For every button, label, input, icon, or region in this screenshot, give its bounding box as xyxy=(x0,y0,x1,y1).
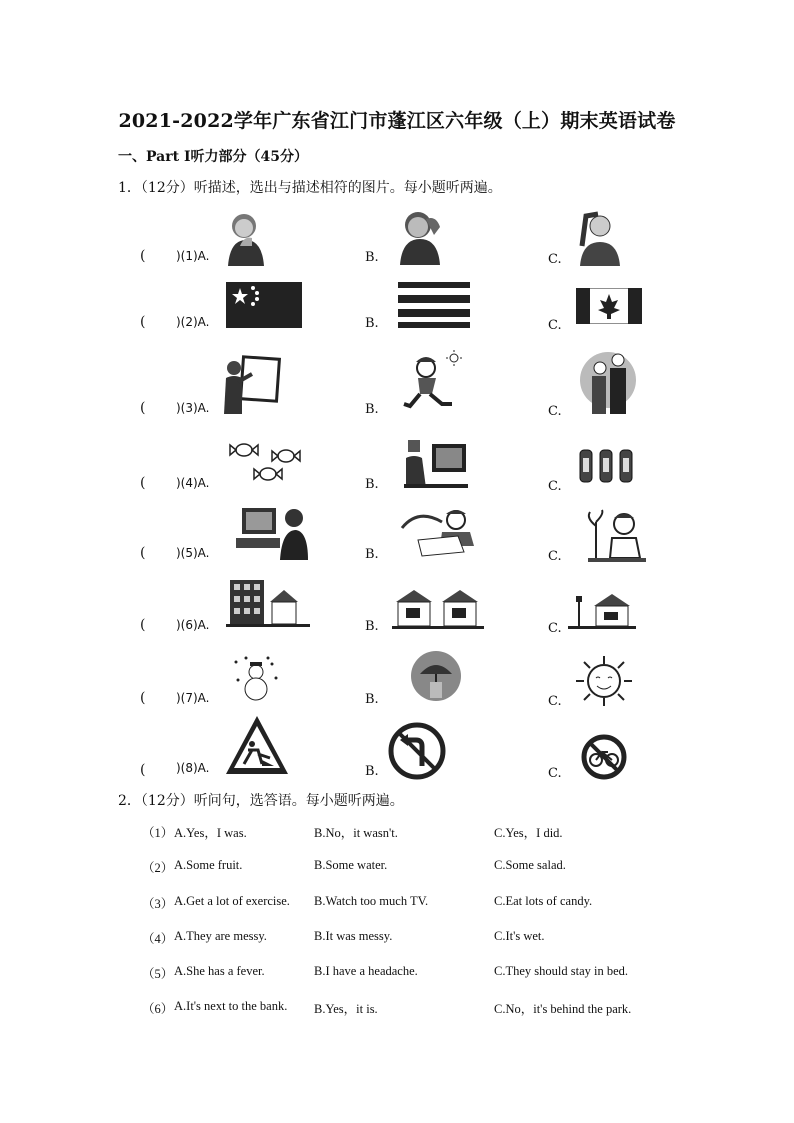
option-b-label: B. xyxy=(365,764,379,779)
option-c-label: C. xyxy=(548,404,562,419)
answer-paren[interactable]: ( xyxy=(140,248,146,264)
q2-option-b[interactable]: B.I have a headache. xyxy=(314,964,418,978)
option-c-label: C. xyxy=(548,549,562,564)
answer-paren[interactable]: ( xyxy=(140,690,146,706)
q2-option-c[interactable]: C.They should stay in bed. xyxy=(494,964,629,978)
answer-paren[interactable]: ( xyxy=(140,400,146,416)
option-b-label: B. xyxy=(365,547,379,562)
answer-paren[interactable]: ( xyxy=(140,545,146,561)
option-c-label: C. xyxy=(548,252,562,267)
q2-option-b[interactable]: B.Some water. xyxy=(314,858,388,872)
option-c-label: C. xyxy=(548,766,562,781)
q2-option-c[interactable]: C.Eat lots of candy. xyxy=(494,894,593,908)
q2-number: （3） xyxy=(142,897,174,911)
q2-number: （5） xyxy=(142,967,174,981)
page-title: 2021-2022学年广东省江门市蓬江区六年级（上）期末英语试卷 xyxy=(118,110,676,132)
question-1-header: 1．（12分）听描述，选出与描述相符的图片。每小题听两遍。 xyxy=(118,180,502,196)
jars-picture[interactable] xyxy=(578,448,634,484)
option-b-label: B. xyxy=(365,316,379,331)
rain-umbrella-picture[interactable] xyxy=(410,650,462,702)
q2-option-a[interactable]: A.Yes，I was. xyxy=(174,826,247,840)
person-holding-head-picture[interactable] xyxy=(396,205,446,265)
question-number: )(8)A. xyxy=(176,761,210,775)
watching-tv-picture[interactable] xyxy=(404,440,468,488)
snowman-picture[interactable] xyxy=(232,656,280,702)
option-b-label: B. xyxy=(365,477,379,492)
no-left-turn-sign-picture[interactable] xyxy=(388,722,446,780)
two-people-picture[interactable] xyxy=(576,350,640,416)
q2-option-a[interactable]: A.Get a lot of exercise. xyxy=(174,894,290,908)
q2-option-a[interactable]: A.She has a fever. xyxy=(174,964,265,978)
answer-paren[interactable]: ( xyxy=(140,475,146,491)
answer-paren[interactable]: ( xyxy=(140,762,146,778)
person-scratching-head-picture[interactable] xyxy=(572,206,624,266)
q2-option-c[interactable]: C.Some salad. xyxy=(494,858,566,872)
boy-planting-picture[interactable] xyxy=(584,508,646,562)
q2-option-a[interactable]: A.It's next to the bank. xyxy=(174,999,288,1013)
q2-option-c[interactable]: C.Yes，I did. xyxy=(494,826,563,840)
q2-option-a[interactable]: A.Some fruit. xyxy=(174,858,243,872)
answer-paren[interactable]: ( xyxy=(140,617,146,633)
q2-option-c[interactable]: C.It's wet. xyxy=(494,929,545,943)
question-number: )(2)A. xyxy=(176,315,210,329)
q2-number: （2） xyxy=(142,861,174,875)
girl-running-picture[interactable] xyxy=(400,350,464,412)
option-b-label: B. xyxy=(365,250,379,265)
striped-flag-picture[interactable] xyxy=(398,282,470,328)
boy-drawing-picture[interactable] xyxy=(398,506,492,558)
q2-option-b[interactable]: B.No，it wasn't. xyxy=(314,826,398,840)
question-2-header: 2．（12分）听问句，选答语。每小题听两遍。 xyxy=(118,793,404,809)
sun-picture[interactable] xyxy=(572,654,636,708)
road-work-sign-picture[interactable] xyxy=(224,714,290,776)
no-bicycle-sign-picture[interactable] xyxy=(578,734,630,780)
question-number: )(1)A. xyxy=(176,249,210,263)
question-number: )(7)A. xyxy=(176,691,210,705)
china-flag-picture[interactable] xyxy=(226,282,302,328)
candies-picture[interactable] xyxy=(228,440,310,484)
canada-flag-picture[interactable] xyxy=(576,288,642,324)
section-heading: 一、Part I听力部分（45分） xyxy=(118,149,308,165)
option-b-label: B. xyxy=(365,619,379,634)
q2-option-b[interactable]: B.Watch too much TV. xyxy=(314,894,429,908)
q2-option-b[interactable]: B.It was messy. xyxy=(314,929,393,943)
option-c-label: C. xyxy=(548,479,562,494)
two-houses-picture[interactable] xyxy=(392,586,484,630)
boy-at-computer-picture[interactable] xyxy=(236,504,308,560)
person-hand-on-chin-picture[interactable] xyxy=(222,208,270,266)
option-b-label: B. xyxy=(365,692,379,707)
building-and-house-picture[interactable] xyxy=(226,578,310,628)
question-number: )(5)A. xyxy=(176,546,210,560)
question-number: )(3)A. xyxy=(176,401,210,415)
house-and-sign-picture[interactable] xyxy=(568,590,636,630)
option-c-label: C. xyxy=(548,621,562,636)
q2-option-a[interactable]: A.They are messy. xyxy=(174,929,267,943)
option-c-label: C. xyxy=(548,318,562,333)
q2-number: （6） xyxy=(142,1002,174,1016)
q2-option-b[interactable]: B.Yes，it is. xyxy=(314,1002,378,1016)
question-number: )(4)A. xyxy=(176,476,210,490)
option-b-label: B. xyxy=(365,402,379,417)
q2-number: （4） xyxy=(142,932,174,946)
q2-option-c[interactable]: C.No，it's behind the park. xyxy=(494,1002,632,1016)
q2-number: （1） xyxy=(142,826,174,840)
question-number: )(6)A. xyxy=(176,618,210,632)
option-c-label: C. xyxy=(548,694,562,709)
cleaning-window-picture[interactable] xyxy=(222,354,282,414)
answer-paren[interactable]: ( xyxy=(140,314,146,330)
